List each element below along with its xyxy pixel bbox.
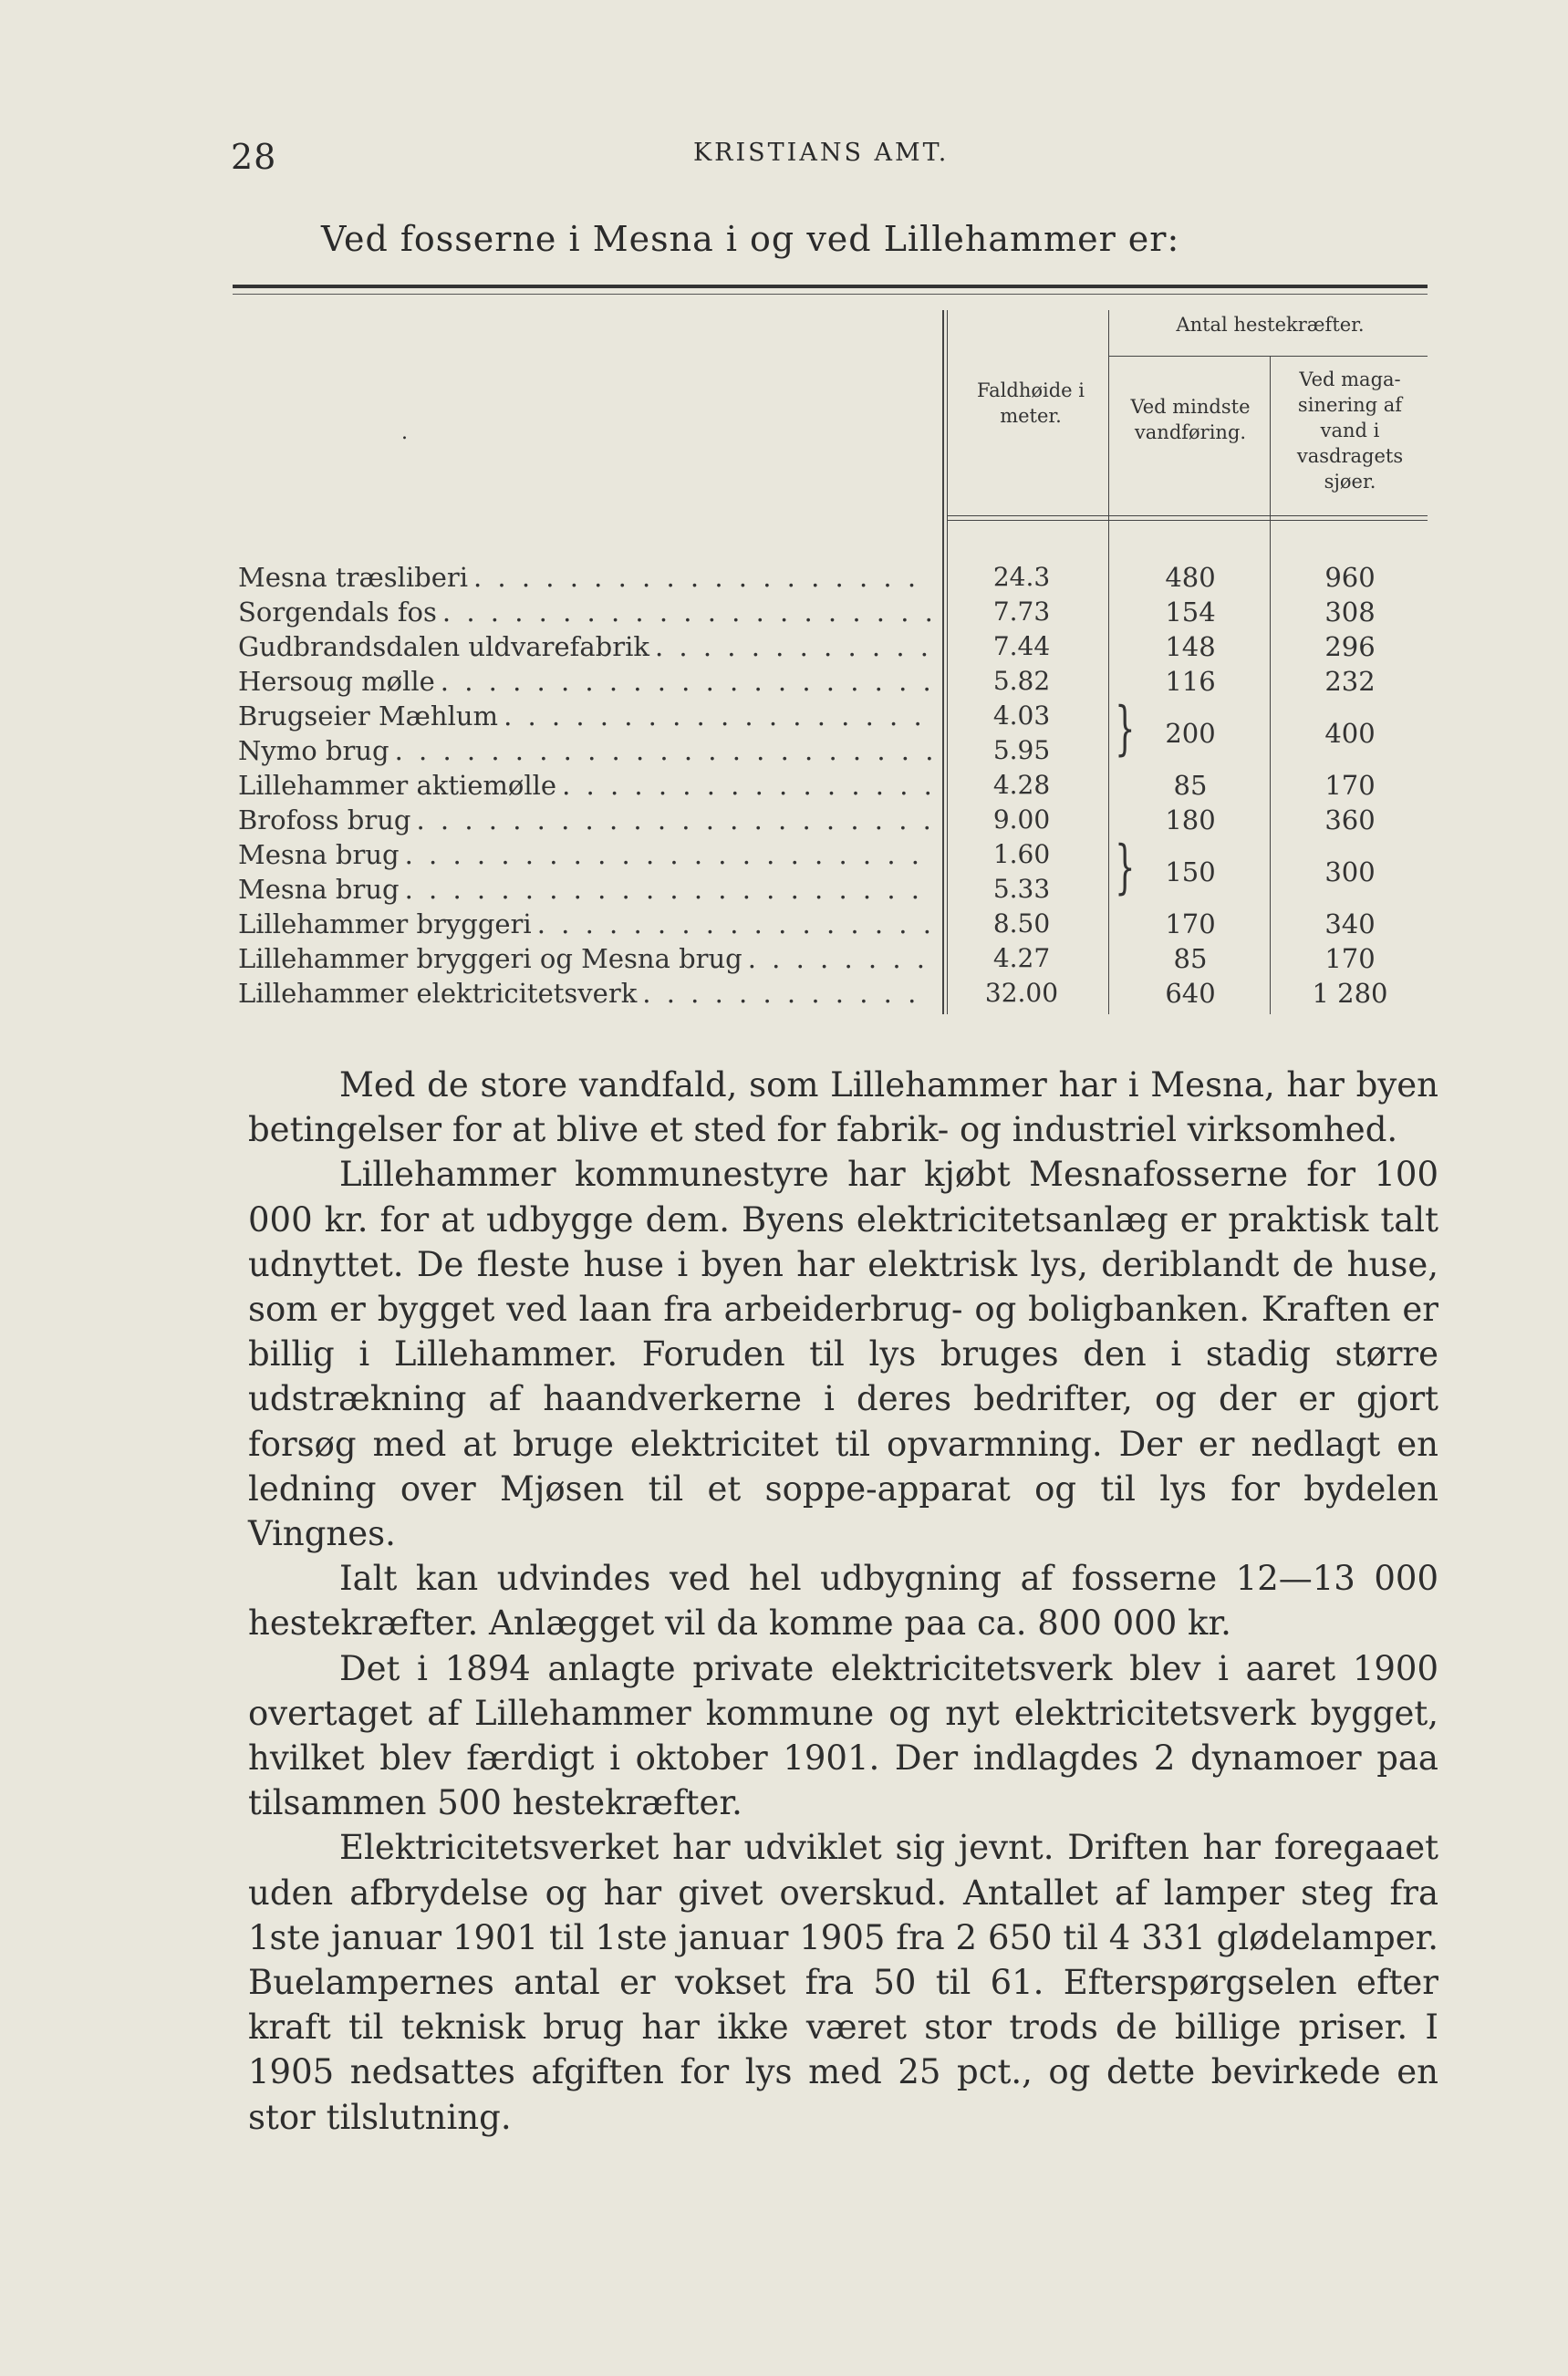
body-text <box>248 1063 1438 2140</box>
row-name: Lillehammer bryggeri <box>238 908 532 939</box>
running-head: KRISTIANS AMT. <box>693 139 950 167</box>
col-divider-1b <box>947 310 948 1014</box>
header-faldhoide: Faldhøide i meter. <box>977 379 1085 427</box>
col-divider-1 <box>942 310 944 1014</box>
group-brace: } <box>1115 834 1136 901</box>
cell-faldhoide: 7.44 <box>992 631 1051 661</box>
cell-faldhoide: 9.00 <box>992 804 1051 835</box>
table-row-label <box>238 699 931 733</box>
header-ved-magasinering: Ved maga-sinering af vand i vasdragets sjøer. <box>1296 368 1404 493</box>
cell-faldhoide: 7.73 <box>992 597 1051 627</box>
cell-ved-magasinering-grouped: 400 <box>1324 718 1376 749</box>
cell-ved-mindste-grouped: 150 <box>1165 856 1216 887</box>
dot-leader <box>416 803 931 837</box>
dot-leader <box>504 699 931 733</box>
cell-faldhoide: 4.27 <box>992 943 1051 973</box>
table-row-label <box>238 733 931 768</box>
table-row-label <box>238 872 931 907</box>
cell-ved-magasinering: 170 <box>1324 943 1376 974</box>
cell-ved-magasinering: 360 <box>1324 804 1376 835</box>
cell-ved-mindste: 640 <box>1165 978 1216 1009</box>
row-name: Gudbrandsdalen uldvarefabrik <box>238 631 649 662</box>
paragraph: Lillehammer kommunestyre har kjøbt Mesnafosserne for 100 000 kr. for at udbygge dem. Byens elektricitetsanlæg er praktisk talt udnyttet. De fleste huse i byen har elektrisk lys, deriblandt de huse, som er bygget ved laan fra arbeiderbrug- og boligbanken. Kraften er billig i Lillehammer. Foruden til lys bruges den i stadig større udstrækning af haandverkerne i deres bedrifter, og der er gjort forsøg med at bruge elektricitet til opvarmning. Der er nedlagt en ledning over Mjøsen til et soppe-apparat og til lys for bydelen Vingnes. <box>248 1155 1438 1554</box>
table-row-label <box>238 629 931 664</box>
row-name: Mesna brug <box>238 874 400 905</box>
paragraph: Elektricitetsverket har udviklet sig jevnt. Driften har foregaaet uden afbrydelse og har givet overskud. Antallet af lamper steg fra 1ste januar 1901 til 1ste januar 1905 fra 2 650 til 4 331 glødelamper. Buelampernes antal er vokset fra 50 til 61. Efterspørgselen efter kraft til teknisk brug har ikke været stor trods de billige priser. I 1905 nedsattes afgiften for lys med 25 pct., og dette bevirkede en stor tilslutning. <box>248 1828 1438 2137</box>
dot-leader <box>395 733 931 768</box>
cell-ved-magasinering: 170 <box>1324 770 1376 801</box>
cell-ved-mindste-grouped: 200 <box>1165 718 1216 749</box>
dot-leader <box>655 629 931 664</box>
cell-ved-magasinering: 960 <box>1324 562 1376 593</box>
cell-ved-magasinering-grouped: 300 <box>1324 856 1376 887</box>
cell-faldhoide: 8.50 <box>992 908 1051 939</box>
header-ved-mindste: Ved mindste vandføring. <box>1130 396 1251 443</box>
table-row-label <box>238 664 931 699</box>
row-name: Hersoug mølle <box>238 666 435 697</box>
group-brace: } <box>1115 695 1136 763</box>
row-name: Mesna brug <box>238 839 400 870</box>
dot-leader <box>562 768 931 803</box>
cell-ved-mindste: 85 <box>1173 943 1208 974</box>
cell-ved-magasinering: 232 <box>1324 666 1376 697</box>
row-name: Mesna træsliberi <box>238 562 468 593</box>
dot-leader <box>405 872 931 907</box>
cell-ved-mindste: 480 <box>1165 562 1216 593</box>
col-divider-3 <box>1270 356 1271 1014</box>
row-name: Nymo brug <box>238 735 389 766</box>
paragraph: Med de store vandfald, som Lillehammer har i Mesna, har byen betingelser for at blive et sted for fabrik- og industriel virksomhed. <box>248 1065 1438 1150</box>
table-row-label <box>238 976 931 1011</box>
header-antal: Antal hestekræfter. <box>1176 314 1365 336</box>
cell-faldhoide: 1.60 <box>992 839 1051 869</box>
paragraph: Ialt kan udvindes ved hel udbygning af fosserne 12—13 000 hestekræfter. Anlægget vil da komme paa ca. 800 000 kr. <box>248 1559 1438 1644</box>
table-row-label <box>238 837 931 872</box>
dot-leader <box>537 907 931 941</box>
cell-ved-magasinering: 1 280 <box>1312 978 1388 1009</box>
table-row-label <box>238 907 931 941</box>
cell-ved-mindste: 116 <box>1165 666 1216 697</box>
stub-header-dot: . <box>401 421 408 444</box>
waterfall-table <box>233 294 1428 1014</box>
dot-leader <box>442 595 931 629</box>
table-row-label <box>238 768 931 803</box>
paragraph: Det i 1894 anlagte private elektricitetsverk blev i aaret 1900 overtaget af Lillehammer kommune og nyt elektricitetsverk bygget, hvilket blev færdigt i oktober 1901. Der indlagdes 2 dynamoer paa tilsammen 500 hestekræfter. <box>248 1648 1438 1823</box>
row-name: Lillehammer aktiemølle <box>238 770 557 801</box>
header-bottom-rule <box>947 515 1428 516</box>
cell-faldhoide: 5.95 <box>992 735 1051 765</box>
dot-leader <box>473 560 931 595</box>
cell-faldhoide: 4.28 <box>992 770 1051 800</box>
dot-leader <box>748 941 931 976</box>
table-row-label <box>238 595 931 629</box>
cell-ved-mindste: 180 <box>1165 804 1216 835</box>
cell-ved-mindste: 170 <box>1165 908 1216 939</box>
row-name: Brugseier Mæhlum <box>238 700 499 731</box>
cell-ved-mindste: 85 <box>1173 770 1208 801</box>
cell-faldhoide: 5.33 <box>992 874 1051 904</box>
row-name: Sorgendals fos <box>238 597 437 628</box>
antal-underline <box>1108 356 1428 357</box>
table-top-rule <box>233 285 1428 288</box>
cell-ved-magasinering: 296 <box>1324 631 1376 662</box>
page-number: 28 <box>231 137 277 177</box>
table-row-label <box>238 941 931 976</box>
cell-ved-mindste: 148 <box>1165 631 1216 662</box>
dot-leader <box>441 664 931 699</box>
intro-line: Ved fosserne i Mesna i og ved Lillehammer er: <box>321 219 1180 259</box>
cell-ved-mindste: 154 <box>1165 597 1216 628</box>
cell-faldhoide: 32.00 <box>984 978 1059 1008</box>
row-name: Brofoss brug <box>238 804 411 835</box>
cell-ved-magasinering: 308 <box>1324 597 1376 628</box>
cell-ved-magasinering: 340 <box>1324 908 1376 939</box>
cell-faldhoide: 24.3 <box>992 562 1051 592</box>
table-row-label <box>238 560 931 595</box>
row-name: Lillehammer elektricitetsverk <box>238 978 638 1009</box>
cell-faldhoide: 4.03 <box>992 700 1051 731</box>
table-row-label <box>238 803 931 837</box>
row-name: Lillehammer bryggeri og Mesna brug <box>238 943 742 974</box>
header-bottom-rule-2 <box>947 520 1428 521</box>
dot-leader <box>642 976 931 1011</box>
col-divider-2 <box>1108 310 1109 1014</box>
dot-leader <box>405 837 931 872</box>
cell-faldhoide: 5.82 <box>992 666 1051 696</box>
